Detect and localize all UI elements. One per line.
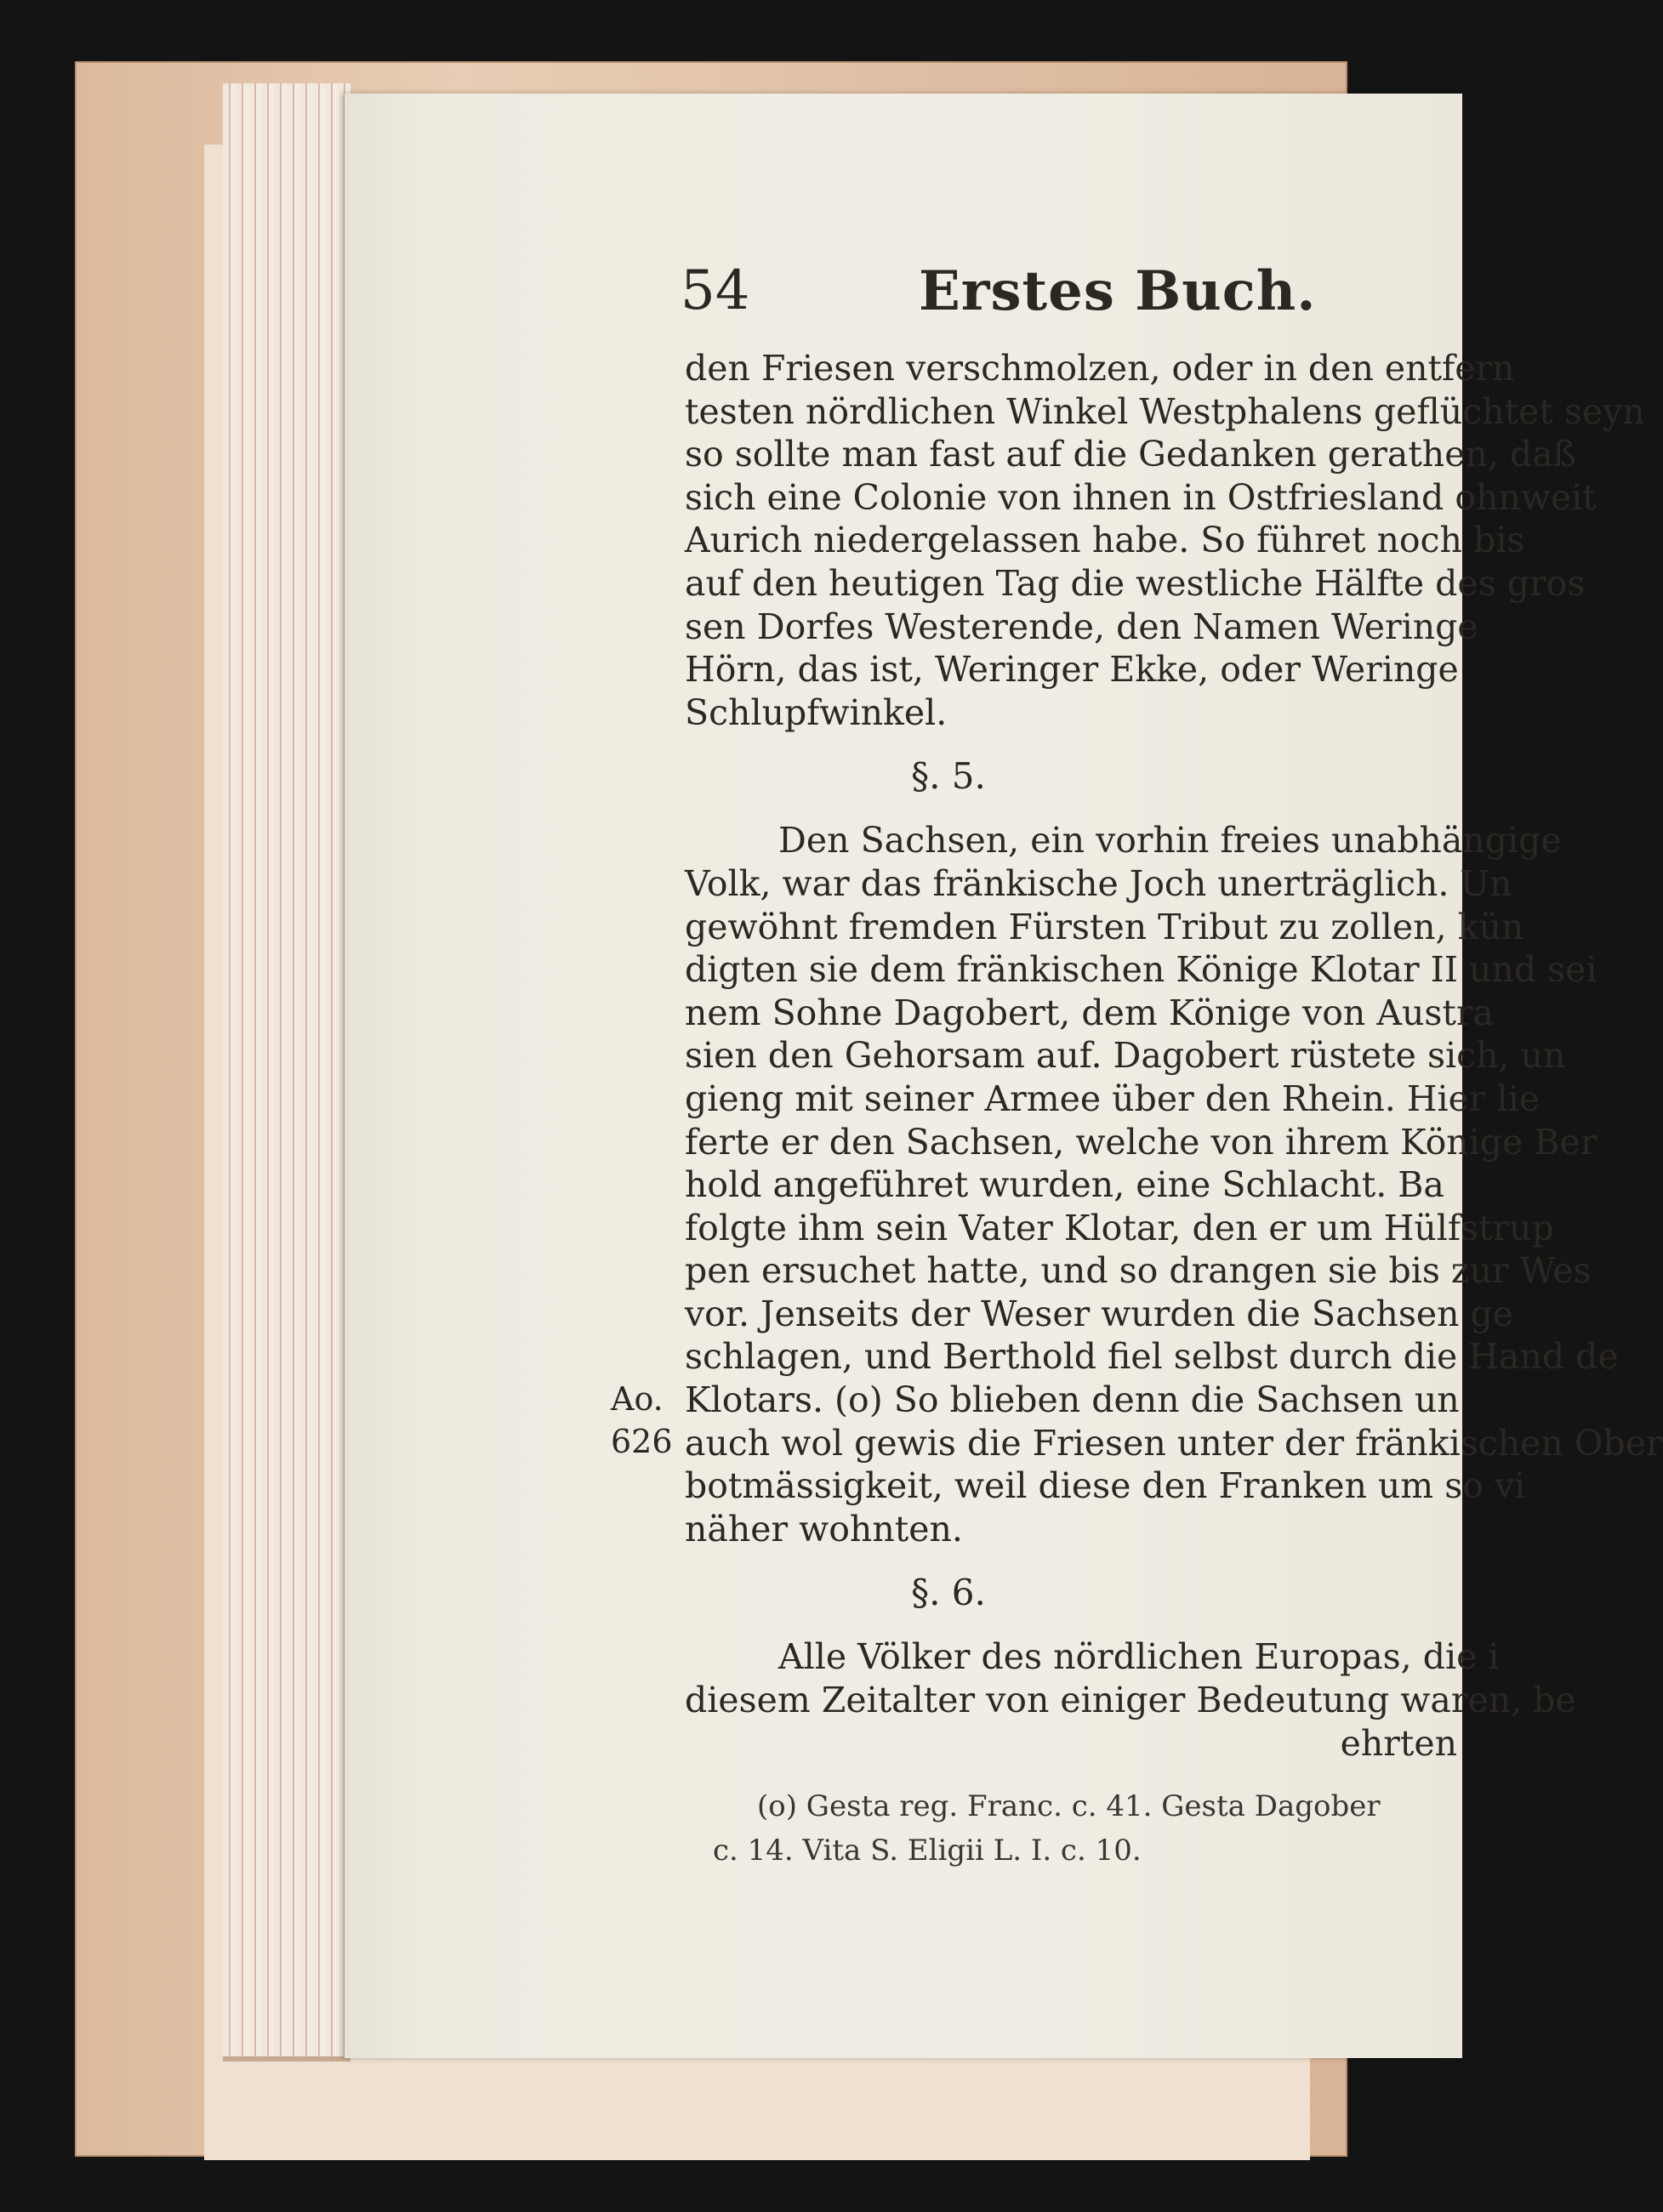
text-line: sien den Gehorsam auf. Dagobert rüstete sich, un: [685, 1035, 1566, 1077]
margin-note-anno: Ao.: [611, 1380, 663, 1418]
margin-note-number: 626: [611, 1423, 673, 1460]
footnotes: [713, 1784, 1462, 1873]
text-line: gewöhnt fremden Fürsten Tribut zu zollen, kün: [685, 906, 1524, 947]
text-line: testen nördlichen Winkel Westphalens geflüchtet seyn: [685, 390, 1645, 432]
page-number: 54: [681, 259, 750, 322]
text-line: Hörn, das ist, Weringer Ekke, oder Weringe: [685, 649, 1459, 691]
text-line: auf den heutigen Tag die westliche Hälfte des gros: [685, 562, 1586, 604]
text-line: diesem Zeitalter von einiger Bedeutung waren, be: [685, 1680, 1576, 1721]
text-line: näher wohnten.: [685, 1508, 963, 1550]
catchword: ehrten: [1340, 1722, 1457, 1764]
text-line: Aurich niedergelassen habe. So führet noch bis: [685, 520, 1525, 561]
text-line: Klotars. (o) So blieben denn die Sachsen un: [685, 1379, 1460, 1421]
text-line: nem Sohne Dagobert, dem Könige von Austra: [685, 992, 1494, 1033]
margin-note-year: [611, 1378, 687, 1463]
text-line: pen ersuchet hatte, und so drangen sie bis zur Wes: [685, 1250, 1592, 1292]
section-heading-6: §. 6.: [911, 1572, 986, 1614]
text-line: Schlupfwinkel.: [685, 691, 948, 733]
text-line: Den Sachsen, ein vorhin freies unabhängige: [778, 820, 1562, 861]
body-text: [685, 347, 1663, 1765]
footnote-line: (o) Gesta reg. Franc. c. 41. Gesta Dagober: [757, 1789, 1381, 1823]
text-line: sich eine Colonie von ihnen in Ostfriesland ohnweit: [685, 476, 1597, 518]
text-line: auch wol gewis die Friesen unter der fränkischen Ober: [685, 1422, 1663, 1464]
text-line: vor. Jenseits der Weser wurden die Sachsen ge: [685, 1293, 1514, 1334]
text-line: den Friesen verschmolzen, oder in den entfern: [685, 348, 1515, 389]
footnote-line: c. 14. Vita S. Eligii L. I. c. 10.: [713, 1834, 1142, 1868]
section-heading-5: §. 5.: [911, 755, 986, 798]
text-line: digten sie dem fränkischen Könige Klotar II und sei: [685, 949, 1598, 991]
running-title: Erstes Buch.: [919, 259, 1317, 323]
text-line: sen Dorfes Westerende, den Namen Weringe: [685, 606, 1478, 647]
text-line: so sollte man fast auf die Gedanken gerathen, daß: [685, 434, 1577, 475]
text-line: gieng mit seiner Armee über den Rhein. Hier lie: [685, 1078, 1541, 1119]
page-edges: [223, 83, 350, 2061]
text-line: Alle Völker des nördlichen Europas, die i: [778, 1636, 1500, 1678]
text-line: schlagen, und Berthold fiel selbst durch die Hand de: [685, 1336, 1619, 1378]
text-line: folgte ihm sein Vater Klotar, den er um Hülfstrup: [685, 1207, 1554, 1248]
text-line: botmässigkeit, weil diese den Franken um so vi: [685, 1465, 1526, 1507]
text-line: hold angeführet wurden, eine Schlacht. Ba: [685, 1164, 1444, 1206]
text-line: ferte er den Sachsen, welche von ihrem Könige Ber: [685, 1121, 1598, 1163]
page-header: [681, 259, 1446, 336]
text-line: Volk, war das fränkische Joch unerträglich. Un: [685, 862, 1512, 904]
